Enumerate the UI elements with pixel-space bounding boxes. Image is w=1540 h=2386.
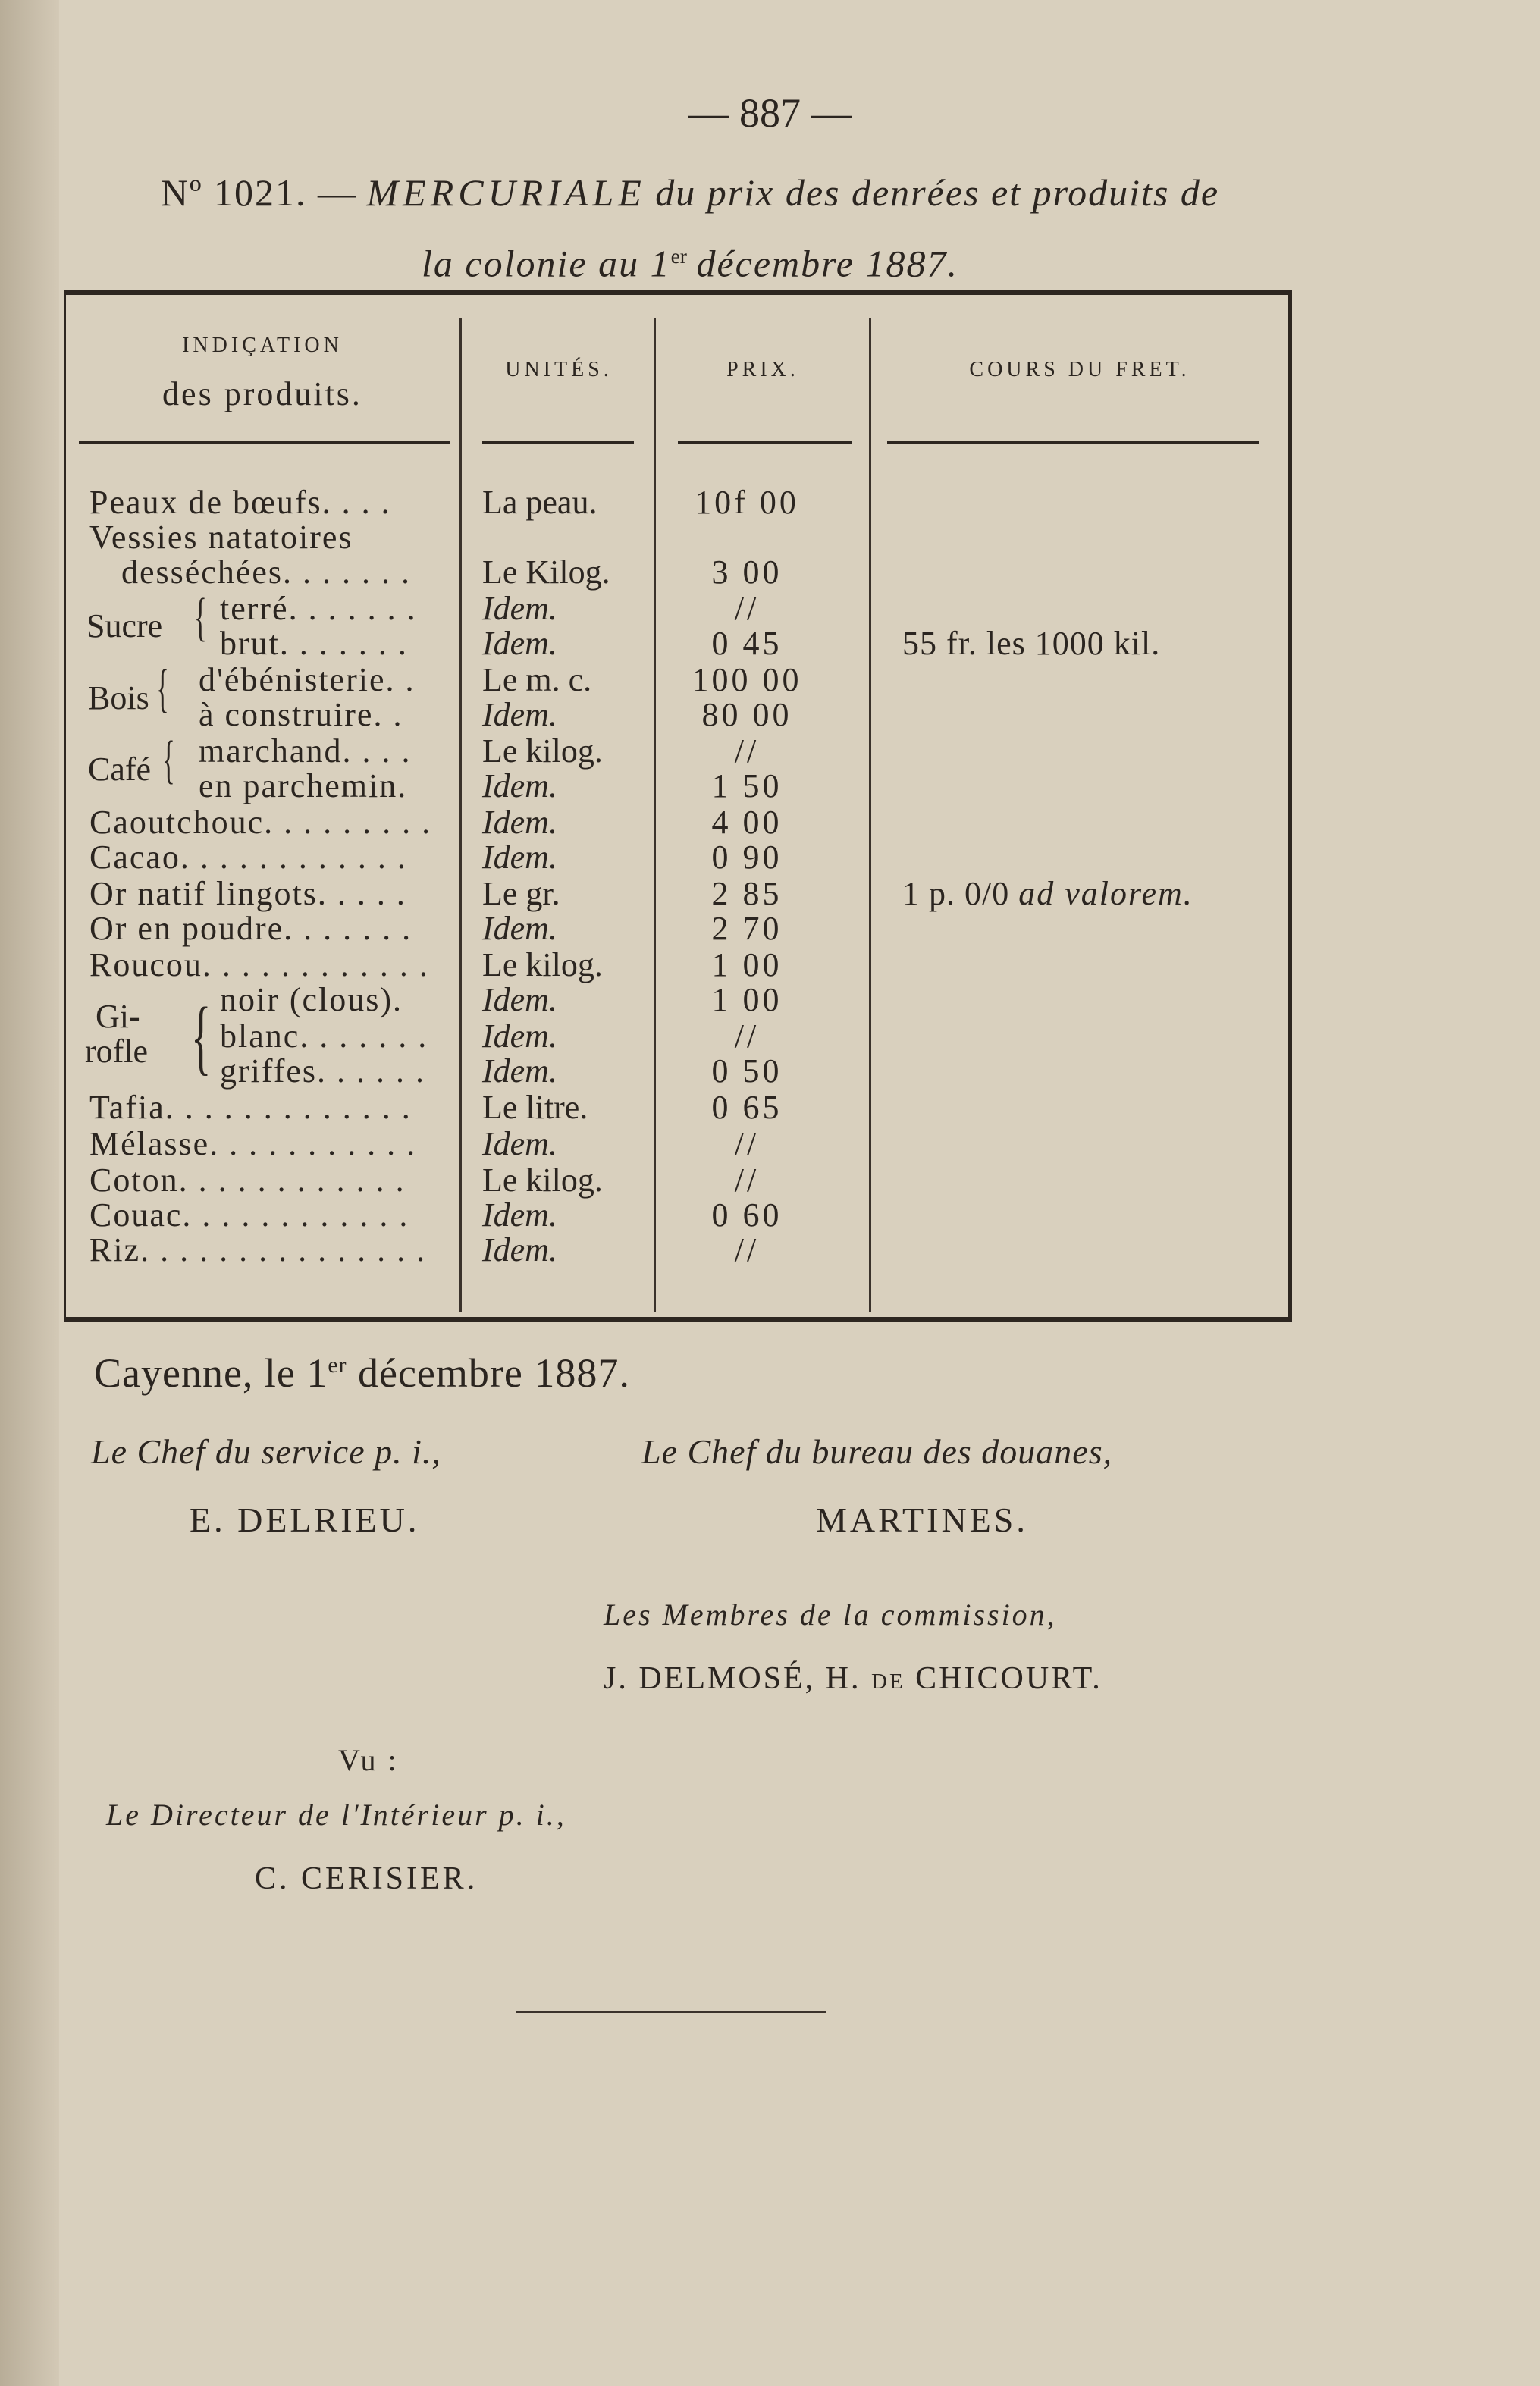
title-mercuriale: MERCURIALE: [366, 171, 646, 214]
header-rule: [482, 441, 634, 444]
price-cell: 0 60: [711, 1196, 783, 1234]
product-cell: à construire. .: [199, 696, 403, 733]
title-line-2: [53, 224, 1327, 296]
unit-cell: La peau.: [482, 484, 597, 521]
product-cell: Riz. . . . . . . . . . . . . . .: [89, 1231, 427, 1268]
unit-cell: Idem.: [482, 625, 557, 662]
group-girofle-label-1: Gi-: [96, 998, 140, 1035]
price-cell: 0 50: [711, 1052, 783, 1090]
price-cell: //: [734, 1231, 760, 1268]
price-cell: //: [734, 1125, 760, 1162]
header-indication: INDIÇATION: [182, 334, 343, 357]
brace: {: [162, 731, 175, 789]
price-cell: 0 65: [711, 1089, 783, 1126]
fret-rate: 1 p. 0/0: [902, 875, 1010, 912]
price-cell: 0 90: [711, 839, 783, 876]
product-cell: griffes. . . . . .: [220, 1052, 426, 1090]
chef-service-name: E. DELRIEU.: [190, 1500, 420, 1539]
unit-cell: Idem.: [482, 696, 557, 733]
price-cell: //: [734, 1017, 760, 1055]
product-cell: brut. . . . . . .: [220, 625, 408, 662]
price-cell: 1 50: [711, 767, 783, 804]
group-sucre-label: Sucre: [86, 607, 163, 644]
footer-rule: [516, 2011, 826, 2013]
product-cell: Couac. . . . . . . . . . . .: [89, 1196, 409, 1234]
unit-cell: Idem.: [482, 804, 557, 841]
header-rule: [887, 441, 1259, 444]
price-cell: //: [734, 1162, 760, 1199]
product-cell: Tafia. . . . . . . . . . . . .: [89, 1089, 412, 1126]
product-cell: Or natif lingots. . . . .: [89, 875, 406, 912]
unit-cell: Le Kilog.: [482, 553, 610, 591]
product-cell: Peaux de bœufs. . . .: [89, 484, 391, 521]
title-line2: la colonie au 1: [422, 242, 671, 285]
price-cell: 2 85: [711, 875, 783, 912]
unit-cell: Idem.: [482, 910, 557, 947]
page-number: — 887 —: [688, 90, 852, 136]
unit-cell: Idem.: [482, 767, 557, 804]
product-cell: noir (clous).: [220, 981, 403, 1018]
document-title: [53, 161, 1327, 296]
header-rule: [678, 441, 852, 444]
price-cell: 0 45: [711, 625, 783, 662]
product-cell: Or en poudre. . . . . . .: [89, 910, 412, 947]
unit-cell: Le m. c.: [482, 661, 592, 698]
product-cell: Roucou. . . . . . . . . . . .: [89, 946, 429, 983]
product-cell: desséchées. . . . . . .: [121, 553, 412, 591]
price-cell: //: [734, 590, 760, 627]
header-rule: [79, 441, 450, 444]
place-date-end: décembre 1887.: [357, 1350, 630, 1396]
header-unites: UNITÉS.: [505, 358, 613, 381]
membres-role: Les Membres de la commission,: [604, 1597, 1057, 1632]
brace: {: [194, 588, 207, 647]
decree-number: Nº 1021. —: [160, 171, 358, 214]
page-edge: [0, 0, 59, 2386]
product-cell: blanc. . . . . . .: [220, 1017, 428, 1055]
unit-cell: Idem.: [482, 1125, 557, 1162]
unit-cell: Idem.: [482, 1231, 557, 1268]
product-cell: Coton. . . . . . . . . . . .: [89, 1162, 406, 1199]
unit-cell: Le kilog.: [482, 946, 603, 983]
fret-ad-valorem: ad valorem.: [1018, 875, 1193, 912]
chef-douanes-role: Le Chef du bureau des douanes,: [641, 1432, 1113, 1471]
header-prix: PRIX.: [726, 358, 799, 381]
price-cell: 2 70: [711, 910, 783, 947]
unit-cell: Le kilog.: [482, 1162, 603, 1199]
chef-service-role: Le Chef du service p. i.,: [91, 1432, 441, 1471]
price-cell: 1 00: [711, 981, 783, 1018]
unit-cell: Idem.: [482, 1052, 557, 1090]
product-cell: en parchemin.: [199, 767, 408, 804]
place-date-text: Cayenne, le 1: [94, 1350, 328, 1396]
title-sup: er: [670, 244, 687, 268]
product-cell: Caoutchouc. . . . . . . . .: [89, 804, 432, 841]
product-cell: marchand. . . .: [199, 732, 412, 770]
price-cell: 4 00: [711, 804, 783, 841]
header-fret: COURS DU FRET.: [969, 358, 1190, 381]
price-cell: 10f 00: [695, 484, 799, 521]
membres-names: J. DELMOSÉ, H. de CHICOURT.: [604, 1661, 1102, 1696]
price-cell: //: [734, 732, 760, 770]
unit-cell: Idem.: [482, 839, 557, 876]
title-line1-rest: du prix des denrées et produits de: [655, 171, 1220, 214]
place-date: [94, 1350, 630, 1397]
group-cafe-label: Café: [88, 751, 152, 788]
directeur-name: C. CERISIER.: [255, 1861, 478, 1896]
product-cell: terré. . . . . . .: [220, 590, 417, 627]
price-cell: 1 00: [711, 946, 783, 983]
title-line-1: [53, 161, 1327, 224]
unit-cell: Idem.: [482, 1196, 557, 1234]
price-cell: 3 00: [711, 553, 783, 591]
fret-cell: 55 fr. les 1000 kil.: [902, 625, 1161, 662]
header-produits: des produits.: [162, 375, 362, 412]
vu-label: Vu :: [338, 1743, 399, 1777]
directeur-role: Le Directeur de l'Intérieur p. i.,: [106, 1798, 566, 1832]
place-date-sup: er: [328, 1353, 347, 1378]
unit-cell: Le gr.: [482, 875, 560, 912]
unit-cell: Idem.: [482, 590, 557, 627]
group-girofle-label-2: rofle: [85, 1033, 149, 1070]
unit-cell: Idem.: [482, 981, 557, 1018]
title-line2-end: décembre 1887.: [696, 242, 958, 285]
product-cell: Vessies natatoires: [89, 519, 353, 556]
column-divider: [459, 318, 462, 1312]
price-cell: 100 00: [692, 661, 802, 698]
product-cell: d'ébénisterie. .: [199, 661, 416, 698]
column-divider: [869, 318, 871, 1312]
product-cell: Mélasse. . . . . . . . . . .: [89, 1125, 417, 1162]
fret-cell: [902, 876, 1193, 911]
unit-cell: Le kilog.: [482, 732, 603, 770]
brace: {: [156, 660, 169, 718]
chef-douanes-name: MARTINES.: [816, 1500, 1028, 1539]
price-cell: 80 00: [701, 696, 792, 733]
unit-cell: Le litre.: [482, 1089, 588, 1126]
product-cell: Cacao. . . . . . . . . . . .: [89, 839, 407, 876]
unit-cell: Idem.: [482, 1017, 557, 1055]
group-bois-label: Bois: [88, 679, 149, 716]
brace: {: [191, 990, 212, 1083]
